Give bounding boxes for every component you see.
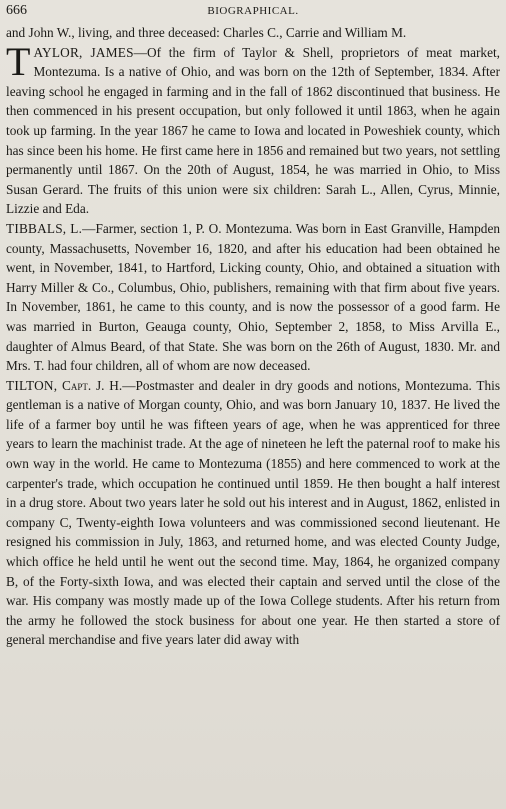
body-text — [6, 23, 500, 650]
page-number: 666 — [6, 3, 27, 18]
biography-entry-tilton — [6, 376, 500, 650]
continuation-paragraph — [6, 23, 500, 43]
running-head: BIOGRAPHICAL. — [207, 5, 299, 17]
biography-entry-tibbals — [6, 219, 500, 376]
page-header — [6, 2, 500, 20]
continuation-text: and John W., living, and three deceased: Charles C., Carrie and William M. — [6, 25, 407, 40]
entry-name: TIBBALS, L. — [6, 220, 83, 236]
entry-text: —Of the firm of Taylor & Shell, proprietors of meat market, Montezuma. Is a native of Ohio, and was born on the 12th of September, 1834. After leaving school he engaged in farming and in the fall of 1862 discontinued that business. He then commenced in his present occupation, but only followed it until 1863, when he again took up farming. In the year 1867 he came to Iowa and located in Poweshiek county, which has since been his home. He first came here in 1856 and remained but two years, not settling permanently until 1867. On the 20th of August, 1854, he was married in Ohio, to Miss Susan Gerard. The fruits of this union were six children: Sarah L., Allen, Cyrus, Minnie, Lizzie and Eda. — [6, 44, 501, 217]
entry-name: AYLOR, JAMES — [33, 44, 134, 60]
entry-text: —Postmaster and dealer in dry goods and notions, Montezuma. This gentleman is a native of Morgan county, Ohio, and was born January 10, 1837. He lived the life of a farmer boy until he was fifteen years of age, when he was apprenticed for three years to learn the machinist trade. At the age of nineteen he left the paternal roof to make his own way in the world. He came to Montezuma (1855) and here commenced to work at the carpenter's trade, which occupation he continued until 1859. He then bought a half interest in a drug store. About two years later he sold out his interest and in August, 1862, enlisted in company C, Twenty-eighth Iowa volunteers and was commissioned second lieutenant. He resigned his commission in July, 1863, and returned home, and was elected County Judge, which office he held until he went out the second time. May, 1864, he organized company B, of the Forty-sixth Iowa, and was elected their captain and served until the close of the war. His company was mostly made up of the Iowa College students. After his return from the army he followed the stock business for about one year. He then started a store of general merchandise and five years later did away with — [6, 377, 501, 648]
entry-title: Capt. — [62, 377, 92, 393]
entry-text: —Farmer, section 1, P. O. Montezuma. Was born in East Granville, Hampden county, Massachusetts, November 16, 1820, and after his education had been obtained he went, in November, 1841, to Hartford, Licking county, Ohio, and obtained a situation with Harry Miller & Co., Columbus, Ohio, publishers, remaining with that firm about five years. In November, 1861, he came to this county, and is now the possessor of a good farm. He was married in Burton, Geauga county, Ohio, September 2, 1858, to Miss Arvilla E., daughter of Almus Beard, of that State. She was born on the 26th of August, 1830. Mr. and Mrs. T. had four children, all of whom are now deceased. — [6, 220, 500, 374]
entry-initials: J. H. — [96, 377, 123, 393]
biography-entry-taylor — [6, 38, 501, 219]
drop-cap-letter: T — [6, 38, 31, 84]
entry-name: TILTON, — [6, 377, 58, 393]
